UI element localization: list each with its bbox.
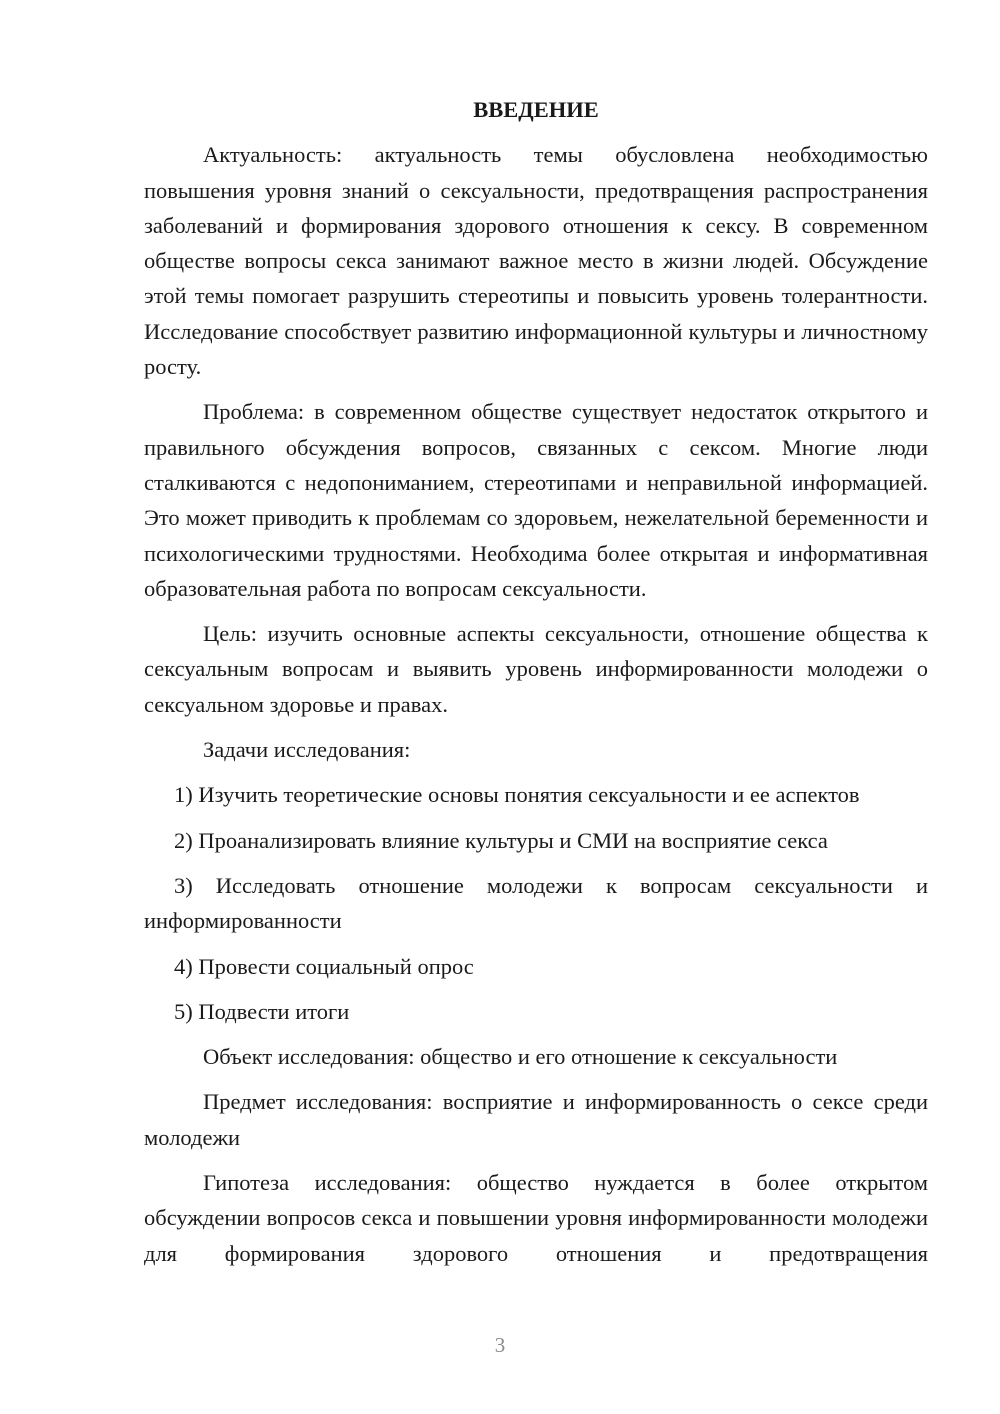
tasks-heading: Задачи исследования: (203, 737, 411, 763)
paragraph-hypothesis: Гипотеза исследования: общество нуждается в более открытом обсуждении вопросов секса и повышении уровня информированности молодежи для формирования здорового отношения и предотвращения (144, 1170, 928, 1266)
paragraph-object: Объект исследования: общество и его отношение к сексуальности (203, 1044, 838, 1070)
task-item-1: 1) Изучить теоретические основы понятия сексуальности и ее аспектов (174, 782, 860, 808)
paragraph-subject: Предмет исследования: восприятие и информированность о сексе среди молодежи (144, 1089, 928, 1150)
page-number: 3 (494, 1333, 506, 1357)
task-item-4: 4) Провести социальный опрос (174, 953, 474, 979)
task-item-5: 5) Подвести итоги (174, 998, 350, 1024)
section-title: ВВЕДЕНИЕ (473, 97, 599, 122)
paragraph-problem: Проблема: в современном обществе существует недостаток открытого и правильного обсуждения вопросов, связанных с сексом. Многие люди сталкиваются с недопониманием, стереотипами и неправильной информацией. Это может приводить к проблемам со здоровьем, нежелательной беременности и психологическими трудностями. Необходима более открытая и информативная образовательная работа по вопросам сексуальности. (144, 399, 928, 601)
paragraph-relevance: Актуальность: актуальность темы обусловлена необходимостью повышения уровня знаний о сексуальности, предотвращения распространения заболеваний и формирования здорового отношения к сексу. В современном обществе вопросы секса занимают важное место в жизни людей. Обсуждение этой темы помогает разрушить стереотипы и повысить уровень толерантности. Исследование способствует развитию информационной культуры и личностному росту. (144, 142, 928, 380)
task-item-3: 3) Исследовать отношение молодежи к вопросам сексуальности и информированности (144, 872, 928, 934)
page-content (144, 92, 928, 1281)
paragraph-goal: Цель: изучить основные аспекты сексуальности, отношение общества к сексуальным вопросам и выявить уровень информированности молодежи о сексуальном здоровье и правах. (144, 621, 928, 717)
task-item-2: 2) Проанализировать влияние культуры и СМИ на восприятие секса (174, 827, 828, 853)
